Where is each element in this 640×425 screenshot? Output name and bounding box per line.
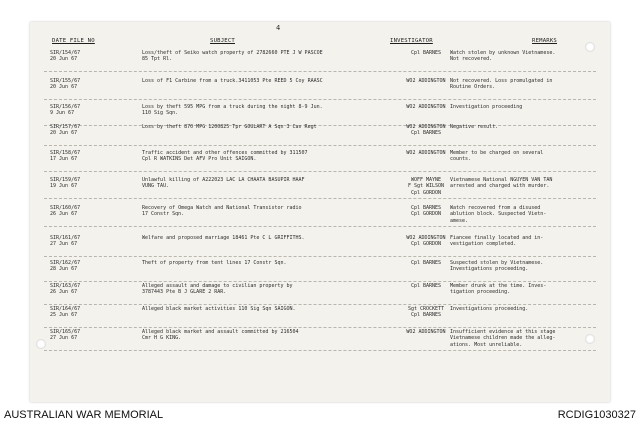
row-investigator	[398, 50, 454, 56]
row-remarks	[450, 78, 600, 91]
document-page	[30, 22, 610, 402]
ref-line: 9 Jun 67	[50, 110, 75, 117]
footer-source: AUSTRALIAN WAR MEMORIAL	[4, 409, 164, 421]
remarks-line: Insufficient evidence at this stage	[450, 329, 556, 335]
row-ref	[50, 329, 130, 342]
row-divider	[44, 226, 596, 227]
ref-line: SIR/159/67	[50, 177, 81, 183]
table-row	[30, 283, 610, 305]
subject-line: 110 Sig Sqn.	[142, 110, 179, 117]
ref-line: SIR/157/67	[50, 124, 81, 130]
remarks-line: amese.	[450, 217, 469, 224]
ref-line: 27 Jun 67	[50, 241, 78, 248]
row-divider	[44, 198, 596, 199]
ref-line: 28 Jun 67	[50, 266, 78, 273]
remarks-line: Negative result.	[450, 124, 499, 130]
row-remarks	[450, 50, 600, 63]
header-ref: DATE FILE NO	[52, 38, 95, 44]
investigator-line: WO2 ADDINGTON	[406, 124, 446, 130]
ref-line: SIR/162/67	[50, 260, 81, 266]
investigator-line: WOFF MAYNE	[410, 177, 442, 183]
subject-line: Theft of property from tent lines 17 Constr Sqn.	[142, 260, 287, 266]
remarks-line: Watch stolen by unknown Vietnamese.	[450, 50, 556, 56]
subject-line: Alleged black market activities 110 Sig Sqn SAIGON.	[142, 306, 296, 312]
investigator-line: WO2 ADDINGTON	[406, 150, 446, 156]
row-divider	[44, 350, 596, 351]
remarks-line: ablution block. Suspected Vietn-	[450, 211, 547, 218]
ref-line: 19 Jun 67	[50, 183, 78, 190]
subject-line: Loss by theft 595 MPG from a truck during the night 8-9 Jun.	[142, 104, 323, 110]
remarks-line: Investigations proceeding.	[450, 266, 529, 273]
subject-line: Unlawful killing of A222023 LAC LA CHAATA BASUPIR HAAF	[142, 177, 305, 183]
table-row	[30, 306, 610, 328]
row-divider	[44, 256, 596, 257]
ref-line: 25 Jun 67	[50, 312, 78, 319]
row-subject	[142, 50, 402, 63]
header-investigator: INVESTIGATOR	[390, 38, 433, 44]
table-row	[30, 78, 610, 100]
ref-line: SIR/164/67	[50, 306, 81, 312]
subject-line: Loss of F1 Carbine from a truck.3411053 Pte REED 5 Coy RAASC	[142, 78, 323, 84]
subject-line: Cpl R WATKINS Det AFV Pro Unit SAIGON.	[142, 156, 257, 163]
row-subject	[142, 205, 402, 218]
row-subject	[142, 78, 402, 84]
row-ref	[50, 78, 130, 91]
remarks-line: tigation proceeding.	[450, 289, 511, 296]
investigator-line: Cpl BARNES	[410, 205, 442, 211]
remarks-line: Suspected stolen by Vietnamese.	[450, 260, 544, 266]
row-remarks	[450, 235, 600, 248]
row-investigator	[398, 104, 454, 110]
remarks-line: Member to be charged on several	[450, 150, 544, 156]
row-ref	[50, 177, 130, 190]
row-ref	[50, 260, 130, 273]
remarks-line: Not recovered.	[450, 56, 493, 63]
subject-line: Alleged assault and damage to civilian property by	[142, 283, 293, 289]
row-ref	[50, 124, 130, 137]
subject-line: Welfare and proposed marriage 18461 Pte C L GRIFFITHS.	[142, 235, 305, 241]
ref-line: SIR/154/67	[50, 50, 81, 56]
row-remarks	[450, 124, 600, 130]
row-remarks	[450, 150, 600, 163]
row-investigator	[398, 235, 454, 248]
row-remarks	[450, 329, 600, 348]
row-subject	[142, 283, 402, 296]
remarks-line: counts.	[450, 156, 472, 163]
row-ref	[50, 104, 130, 117]
table-row	[30, 205, 610, 227]
row-remarks	[450, 283, 600, 296]
row-investigator	[398, 177, 454, 196]
investigator-line: Cpl BARNES	[410, 130, 442, 137]
ref-line: SIR/163/67	[50, 283, 81, 289]
table-row	[30, 150, 610, 172]
ref-line: 20 Jun 67	[50, 130, 78, 137]
subject-line: Loss/theft of Seiko watch property of 2782660 PTE J W PASCOE	[142, 50, 323, 56]
row-investigator	[398, 283, 454, 289]
table-row	[30, 104, 610, 126]
remarks-line: ations. Most unreliable.	[450, 341, 523, 348]
ref-line: SIR/160/67	[50, 205, 81, 211]
row-divider	[44, 304, 596, 305]
header-subject: SUBJECT	[210, 38, 235, 44]
row-divider	[44, 99, 596, 100]
table-row	[30, 124, 610, 146]
subject-line: 17 Constr Sqn.	[142, 211, 185, 218]
remarks-line: Investigations proceeding.	[450, 306, 529, 312]
remarks-line: Investigation proceeding	[450, 104, 523, 110]
row-investigator	[398, 260, 454, 266]
investigator-line: Cpl BARNES	[410, 50, 442, 56]
remarks-line: Not recovered. Loss promulgated in	[450, 78, 553, 84]
row-investigator	[398, 150, 454, 156]
row-subject	[142, 329, 402, 342]
ref-line: SIR/161/67	[50, 235, 81, 241]
row-ref	[50, 235, 130, 248]
subject-line: Cmr H G KING.	[142, 335, 182, 342]
row-remarks	[450, 306, 600, 312]
remarks-line: Member drunk at the time. Inves-	[450, 283, 547, 289]
investigator-line: Cpl BARNES	[410, 260, 442, 266]
investigator-line: WO2 ADDINGTON	[406, 78, 446, 84]
row-divider	[44, 145, 596, 146]
remarks-line: Vietnamese children made the alleg-	[450, 335, 556, 342]
row-subject	[142, 260, 402, 266]
row-subject	[142, 306, 402, 312]
ref-line: 27 Jun 67	[50, 335, 78, 342]
row-remarks	[450, 104, 600, 110]
investigator-line: WO2 ADDINGTON	[406, 104, 446, 110]
row-subject	[142, 124, 402, 130]
row-investigator	[398, 306, 454, 319]
remarks-line: Watch recovered from a disused	[450, 205, 541, 211]
subject-line: VUNG TAU.	[142, 183, 170, 190]
footer-reference: RCDIG1030327	[557, 409, 636, 421]
subject-line: Traffic accident and other offences committed by 311507	[142, 150, 308, 156]
row-ref	[50, 205, 130, 218]
investigator-line: Cpl BARNES	[410, 312, 442, 319]
row-remarks	[450, 177, 600, 190]
subject-line: Alleged black market and assault committed by 216504	[142, 329, 299, 335]
ref-line: SIR/156/67	[50, 104, 81, 110]
table-row	[30, 177, 610, 199]
row-divider	[44, 327, 596, 328]
ref-line: 26 Jun 67	[50, 211, 78, 218]
row-subject	[142, 104, 402, 117]
table-row	[30, 235, 610, 257]
remarks-line: Vietnamese National NGUYEN VAN TAN	[450, 177, 553, 183]
remarks-line: vestigation completed.	[450, 241, 517, 248]
remarks-line: Fiancee finally located and in-	[450, 235, 544, 241]
row-ref	[50, 306, 130, 319]
row-remarks	[450, 205, 600, 224]
subject-line: Recovery of Omega Watch and National Transistor radio	[142, 205, 302, 211]
row-subject	[142, 235, 402, 241]
row-remarks	[450, 260, 600, 273]
row-ref	[50, 283, 130, 296]
remarks-line: Routine Orders.	[450, 84, 496, 91]
subject-line: Loss by theft 870 MPG 1200825 Tpr GOULART A Sqn 3 Cav Regt	[142, 124, 317, 130]
table-row	[30, 260, 610, 282]
investigator-line: Cpl GORDON	[410, 241, 442, 248]
investigator-line: WO2 ADDINGTON	[406, 329, 446, 335]
investigator-line: Cpl GORDON	[410, 211, 442, 218]
investigator-line: Cpl GORDON	[410, 189, 442, 196]
subject-line: 3787443 Pte B J GLARE 2 RAR.	[142, 289, 227, 296]
row-divider	[44, 281, 596, 282]
ref-line: SIR/155/67	[50, 78, 81, 84]
ref-line: 26 Jun 67	[50, 289, 78, 296]
ref-line: 20 Jun 67	[50, 56, 78, 63]
table-row	[30, 329, 610, 351]
row-subject	[142, 150, 402, 163]
ref-line: SIR/158/67	[50, 150, 81, 156]
page-number: 4	[276, 24, 281, 32]
header-remarks: REMARKS	[532, 38, 557, 44]
row-divider	[44, 171, 596, 172]
row-investigator	[398, 78, 454, 84]
subject-line: 85 Tpt Rl.	[142, 56, 173, 63]
row-subject	[142, 177, 402, 190]
investigator-line: Sgt CROCKETT	[407, 306, 445, 312]
investigator-line: WO2 ADDINGTON	[406, 235, 446, 241]
investigator-line: F Sgt WILSON	[407, 183, 445, 190]
row-investigator	[398, 329, 454, 335]
table-row	[30, 50, 610, 72]
investigator-line: Cpl BARNES	[410, 283, 442, 289]
row-investigator	[398, 124, 454, 137]
row-divider	[44, 71, 596, 72]
row-ref	[50, 50, 130, 63]
ref-line: 20 Jun 67	[50, 84, 78, 91]
ref-line: SIR/165/67	[50, 329, 81, 335]
ref-line: 17 Jun 67	[50, 156, 78, 163]
row-ref	[50, 150, 130, 163]
remarks-line: arrested and charged with murder.	[450, 183, 550, 190]
row-investigator	[398, 205, 454, 218]
